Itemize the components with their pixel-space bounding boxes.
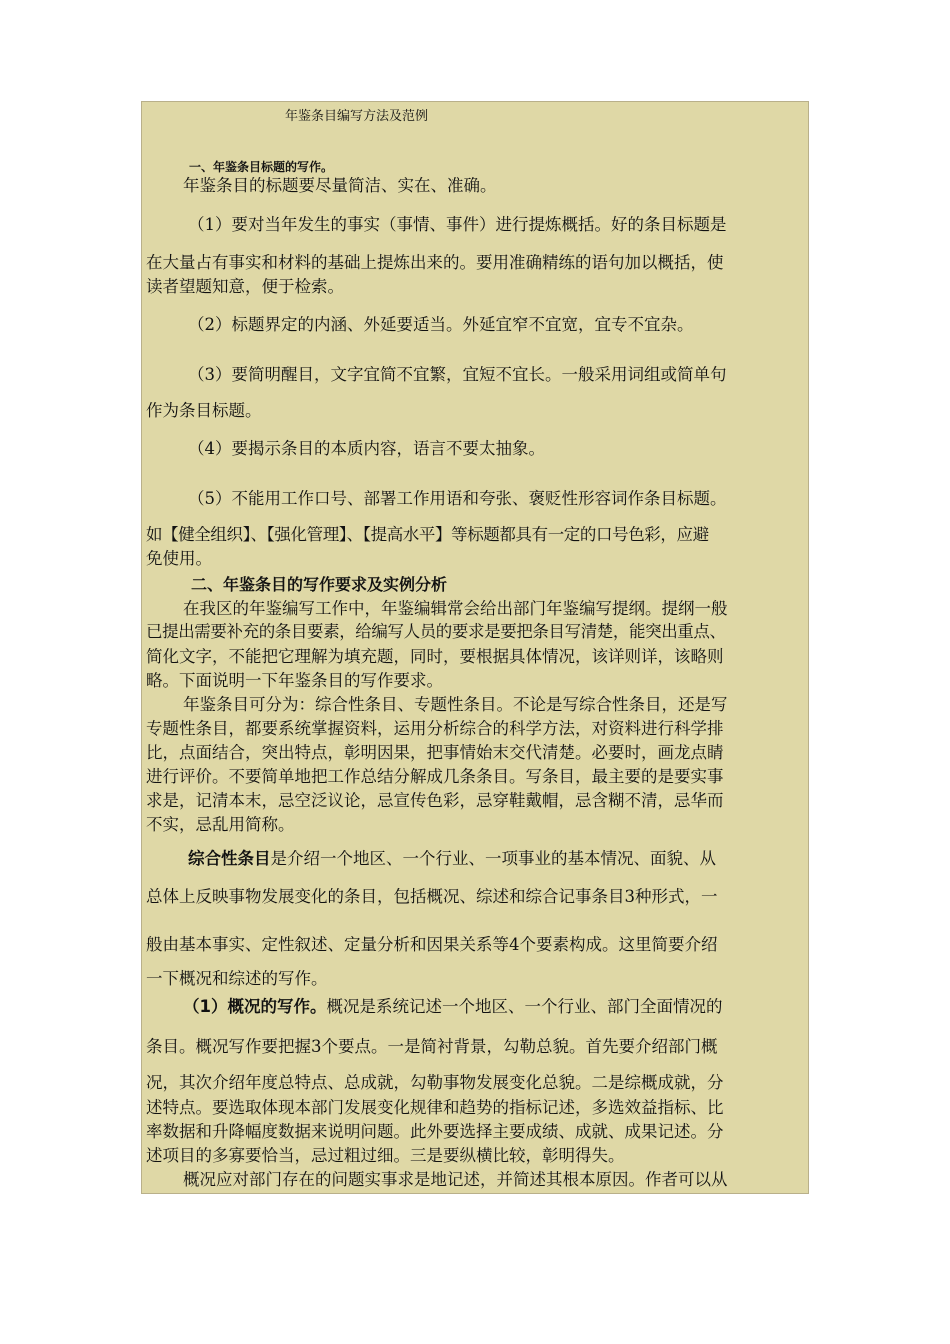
paragraph-line: 在大量占有事实和材料的基础上提炼出来的。要用准确精练的语句加以概括，使 <box>146 253 724 272</box>
paragraph-line: 般由基本事实、定性叙述、定量分析和因果关系等4个要素构成。这里简要介绍 <box>146 935 718 954</box>
paragraph-line: 进行评价。不要简单地把工作总结分解成几条条目。写条目，最主要的是要实事 <box>146 767 724 786</box>
paragraph-line: 一下概况和综述的写作。 <box>146 969 328 988</box>
paragraph-line: 年鉴条目可分为：综合性条目、专题性条目。不论是写综合性条目，还是写 <box>183 695 728 714</box>
paragraph-line: 总体上反映事物发展变化的条目，包括概况、综述和综合记事条目3种形式，一 <box>146 887 718 906</box>
bold-term: （1）概况的写作。 <box>183 997 327 1016</box>
paragraph-line: 在我区的年鉴编写工作中，年鉴编辑常会给出部门年鉴编写提纲。提纲一般 <box>183 599 728 618</box>
paragraph-line: （2）标题界定的内涵、外延要适当。外延宜窄不宜宽，宜专不宜杂。 <box>188 315 694 334</box>
paragraph-line: 概况应对部门存在的问题实事求是地记述，并简述其根本原因。作者可以从 <box>183 1170 728 1189</box>
paragraph-line: 作为条目标题。 <box>146 401 262 420</box>
section-heading-1: 一、年鉴条目标题的写作。 <box>189 160 334 174</box>
paragraph-line: 简化文字，不能把它理解为填充题，同时，要根据具体情况，该详则详，该略则 <box>146 647 724 666</box>
paragraph-line <box>142 848 809 870</box>
paragraph-text: 是介绍一个地区、一个行业、一项事业的基本情况、面貌、从 <box>270 849 716 868</box>
paragraph-line: （4）要揭示条目的本质内容，语言不要太抽象。 <box>188 439 545 458</box>
paragraph-line: （1）要对当年发生的事实（事情、事件）进行提炼概括。好的条目标题是 <box>188 215 727 234</box>
paragraph-line: 述特点。要选取体现本部门发展变化规律和趋势的指标记述，多选效益指标、比 <box>146 1098 724 1117</box>
paragraph-line: 比，点面结合，突出特点，彰明因果，把事情始末交代清楚。必要时，画龙点睛 <box>146 743 724 762</box>
paragraph-line: 如【健全组织】、【强化管理】、【提高水平】等标题都具有一定的口号色彩，应避 <box>146 525 709 544</box>
document-panel <box>141 101 809 1194</box>
paragraph-line: 条目。概况写作要把握3个要点。一是简衬背景，勾勒总貌。首先要介绍部门概 <box>146 1037 718 1056</box>
paragraph-line: （5）不能用工作口号、部署工作用语和夸张、褒贬性形容词作条目标题。 <box>188 489 727 508</box>
paragraph-line: 述项目的多寡要恰当，忌过粗过细。三是要纵横比较，彰明得失。 <box>146 1146 625 1165</box>
paragraph-line: 略。下面说明一下年鉴条目的写作要求。 <box>146 671 443 690</box>
paragraph-line <box>142 996 809 1018</box>
paragraph-text: 概况是系统记述一个地区、一个行业、部门全面情况的 <box>326 997 723 1016</box>
section-heading-2: 二、年鉴条目的写作要求及实例分析 <box>191 575 448 594</box>
paragraph-line: 年鉴条目的标题要尽量简洁、实在、准确。 <box>183 176 497 195</box>
paragraph-line: （3）要简明醒目，文字宜简不宜繁，宜短不宜长。一般采用词组或简单句 <box>188 365 727 384</box>
paragraph-line: 求是，记清本末，忌空泛议论，忌宣传色彩，忌穿鞋戴帽，忌含糊不清，忌华而 <box>146 791 724 810</box>
paragraph-line: 况，其次介绍年度总特点、总成就，勾勒事物发展变化总貌。二是综概成就，分 <box>146 1073 724 1092</box>
paragraph-line: 不实，忌乱用简称。 <box>146 815 295 834</box>
paragraph-line: 已提出需要补充的条目要素，给编写人员的要求是要把条目写清楚，能突出重点、 <box>146 622 726 641</box>
paragraph-line: 读者望题知意，便于检索。 <box>146 277 344 296</box>
paragraph-line: 率数据和升降幅度数据来说明问题。此外要选择主要成绩、成就、成果记述。分 <box>146 1122 724 1141</box>
paragraph-line: 免使用。 <box>146 549 212 568</box>
document-title: 年鉴条目编写方法及范例 <box>285 109 429 124</box>
paragraph-line: 专题性条目，都要系统掌握资料，运用分析综合的科学方法，对资料进行科学排 <box>146 719 724 738</box>
bold-term: 综合性条目 <box>188 849 271 868</box>
